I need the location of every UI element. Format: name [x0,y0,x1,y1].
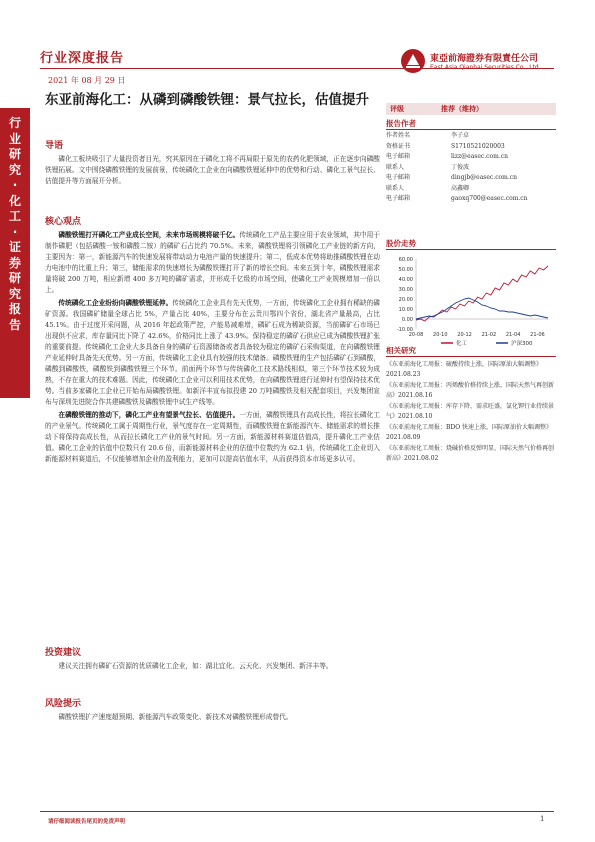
section-heading-intro: 导语 [45,141,64,151]
report-date: 2021 年 08 月 29 日 [48,76,126,85]
page-number: 1 [540,815,545,823]
x-tick-label: 20-10 [433,332,448,338]
author-info-key: 电子邮箱 [386,195,411,202]
series-line-chemical [416,266,548,321]
related-report-link[interactable]: 《东亚前海化工周报：硫酸持续上涨，国际原油大幅调整》2021.08.23 [386,361,543,378]
y-tick-label: 20.00 [398,297,413,303]
y-tick-label: 30.00 [398,287,413,293]
intro-paragraph: 磷化工板块吸引了大量投资者目光，究其原因在于磷化工将不再局限于原先的农药化肥领域，正在逐步向磷酸铁锂拓展。文中围绕磷酸铁锂的发展前景，传统磷化工企业在向磷酸铁锂延伸中的优势和行动、磷化工景气拉长、估值提升等方面展开分析。 [45,155,380,185]
author-info-key: 电子邮箱 [386,174,411,181]
authors-heading: 报告作者 [386,118,556,130]
lead-sentence: 磷酸铁锂打开磷化工产业成长空间，未来市场规模将破千亿。 [58,231,240,239]
legend-label: 沪深300 [511,341,533,347]
lead-sentence: 传统磷化工企业纷纷向磷酸铁锂延伸。 [58,299,173,307]
core-paragraph-2: 传统磷化工企业纷纷向磷酸铁锂延伸。传统磷化工企业具有先天优势，一方面，传统磷化工企业拥有稀缺的磷矿资源。我国磷矿储量全球占比 5%，产量占比 40%，主要分布在云贵川鄂四个省份，湖北省产量最高，占比 45.1%。由于过度开采问题，从 2016 年起政策严控，产能易减难增，磷矿石成为稀缺资源，当前磷矿石市场已出现供不应求，库存量同比下降了 42.6%，价格同比上涨了 43.9%。保持稳定的磷矿石供应已成为磷酸铁锂扩张的重要前提。传统磷化工企业大多具备自身的磷矿石资源储备或者具备较为稳定的磷矿石采购渠道，在向磷酸铁锂产业延伸时具备先天优势。另一方面，传统磷化工企业具有较强的技术储备。磷酸铁锂的生产包括磷矿石到磷酸，磷酸到磷酸铁，磷酸铁到磷酸铁锂三个环节。前面两个环节与传统磷化工技术路线相似，第三个环节技术较为成熟，不存在重大的技术难题。因此，传统磷化工企业可以利用技术优势，在向磷酸铁锂进行延伸时有望保持技术优势。当前多家磷化工企业已开始布局磷酸铁锂。如新洋丰宣布拟投建 20 万吨磷酸铁及相关配套项目，兴发集团宣布与深圳先进院合作共建磷酸铁及磷酸铁锂中试生产线等。 [45,299,380,406]
author-info-key: 联系人 [386,184,405,192]
footer-divider [40,811,554,812]
x-tick-label: 21-02 [481,332,497,338]
company-logo [400,48,555,78]
x-tick-label: 21-04 [505,332,521,338]
related-report-link[interactable]: 《东亚前海化工周报：烧碱价格反弹明显，国际天然气价格再创新高》2021.08.02 [386,445,555,462]
logo-name-en: East Asia Qianhai Securities Co., Ltd. [430,64,541,71]
section-heading-invest: 投资建议 [45,648,82,658]
core-paragraph-1: 磷酸铁锂打开磷化工产业成长空间，未来市场规模将破千亿。传统磷化工产品主要应用于农业领域，其中用于制作磷肥（包括磷酸一铵和磷酸二铵）的磷矿石占比约 70.5%。未来，磷酸铁锂将引领磷化工产业链的新方向，主要因为：第一，新能源汽车的快速发展将带动动力电池产量的快速提升；第二，低成本优势将助推磷酸铁锂在动力电池中的比重上升；第三，储能需求的快速增长为磷酸铁锂打开了新的增长空间。未来五到十年，磷酸铁锂需求量将破 200 万吨，相应新增 400 多万吨的磷矿需求，并形成千亿级的市场空间，使磷化工产业规模增加一倍以上。 [45,231,381,294]
y-tick-label: -10.00 [396,327,413,333]
author-info-key: 联系人 [386,163,405,171]
author-info-row [386,194,556,205]
y-tick-label: 60.00 [398,257,413,263]
author-info-value[interactable]: lizz@easec.com.cn [451,153,508,160]
author-info-row [386,152,556,163]
author-info-value: 丁俊波 [451,163,470,171]
legend-label: 化工 [456,341,468,347]
intro-body [45,154,380,189]
related-report-link[interactable]: 《东亚前海化工周报：丙烯酸价格持续上涨，国际天然气再创新高》2021.08.16 [386,382,555,399]
x-tick-label: 20-08 [408,332,424,338]
related-report-link[interactable]: 《东亚前海化工周报：库存下降，需求旺盛，氯化钾行业持续景气》2021.08.10 [386,403,555,420]
author-info-value: S1710521020003 [451,142,505,150]
invest-paragraph: 建议关注拥有磷矿石资源的优质磷化工企业，如：湖北宜化、云天化、兴发集团、新洋丰等。 [58,662,333,670]
author-info-key: 电子邮箱 [386,153,411,160]
author-info-value: 李子卓 [451,132,470,139]
related-research-heading: 相关研究 [386,345,556,357]
related-research-list [386,360,556,465]
y-tick-label: 40.00 [398,277,413,283]
author-info-row [386,142,556,153]
price-trend-chart [386,255,556,355]
y-tick-label: 10.00 [398,307,413,313]
y-tick-label: 0.00 [401,317,413,323]
rating-label: 评级 [390,105,404,113]
section-heading-risk: 风险提示 [45,699,82,709]
x-tick-label: 21-06 [530,332,545,338]
risk-paragraph: 磷酸铁锂扩产速度超预期、新能源汽车政策变化、新技术对磷酸铁锂形成替代。 [58,713,293,721]
footer-disclaimer[interactable]: 请仔细阅读报告尾页的免责声明 [48,819,126,825]
author-info-value[interactable]: gaoxq700@easec.com.cn [451,195,528,202]
author-info-value: 高鑫卿 [451,184,470,192]
author-info-key: 资格证书 [386,142,411,150]
section-heading-core: 核心观点 [45,217,82,227]
author-info-row [386,163,556,174]
report-title: 东亚前海化工：从磷到磷酸铁锂：景气拉长，估值提升 [45,92,369,108]
author-info-row [386,184,556,195]
author-info-table [386,131,556,205]
invest-body [45,661,380,674]
author-info-value[interactable]: dingjb@easec.com.cn [451,174,517,181]
rating-value: 推荐（维持） [441,105,483,113]
logo-name-cn: 東亞前海證券有限責任公司 [430,54,539,64]
core-paragraph-3: 在磷酸铁锂的推动下，磷化工产业有望景气拉长、估值提升。一方面，磷酸铁锂具有高成长性，将拉长磷化工的产业景气。传统磷化工属于周期性行业，景气度存在一定周期性，而磷酸铁锂在新能源汽车、储能需求的增长推动下将保持高成长性，从而拉长磷化工产业的景气时间。另一方面，新能源材料赛道估值高，提升磷化工产业估值。磷化工企业的估值中位数只有 20.6 倍，而新能源材料企业的估值中位数约为 62.1 倍，传统磷化工企业切入新能源材料赛道后，不仅能够增加企业的盈利能力，更加可以提高估值水平，从而获得资本市场更多认可。 [45,411,381,463]
risk-body [45,712,380,725]
lead-sentence: 在磷酸铁锂的推动下，磷化工产业有望景气拉长、估值提升。 [58,411,240,419]
logo-mark-icon [400,48,426,74]
vertical-category-banner [0,108,30,398]
core-body [45,230,380,467]
x-tick-label: 20-12 [457,332,472,338]
related-report-link[interactable]: 《东亚前海化工周报：BDO 快速上涨，国际原油价大幅调整》2021.08.09 [386,424,553,441]
report-type-title: 行业深度报告 [40,51,125,66]
price-trend-heading: 股价走势 [386,238,556,250]
series-line-csi300 [416,298,548,319]
y-tick-label: 50.00 [398,267,413,273]
author-info-key: 作者姓名 [386,132,411,139]
author-info-row [386,131,556,142]
author-info-row [386,173,556,184]
sidebar-label: 行业研究·化工·证券研究报告 [8,116,21,332]
rating-bar [386,103,556,115]
